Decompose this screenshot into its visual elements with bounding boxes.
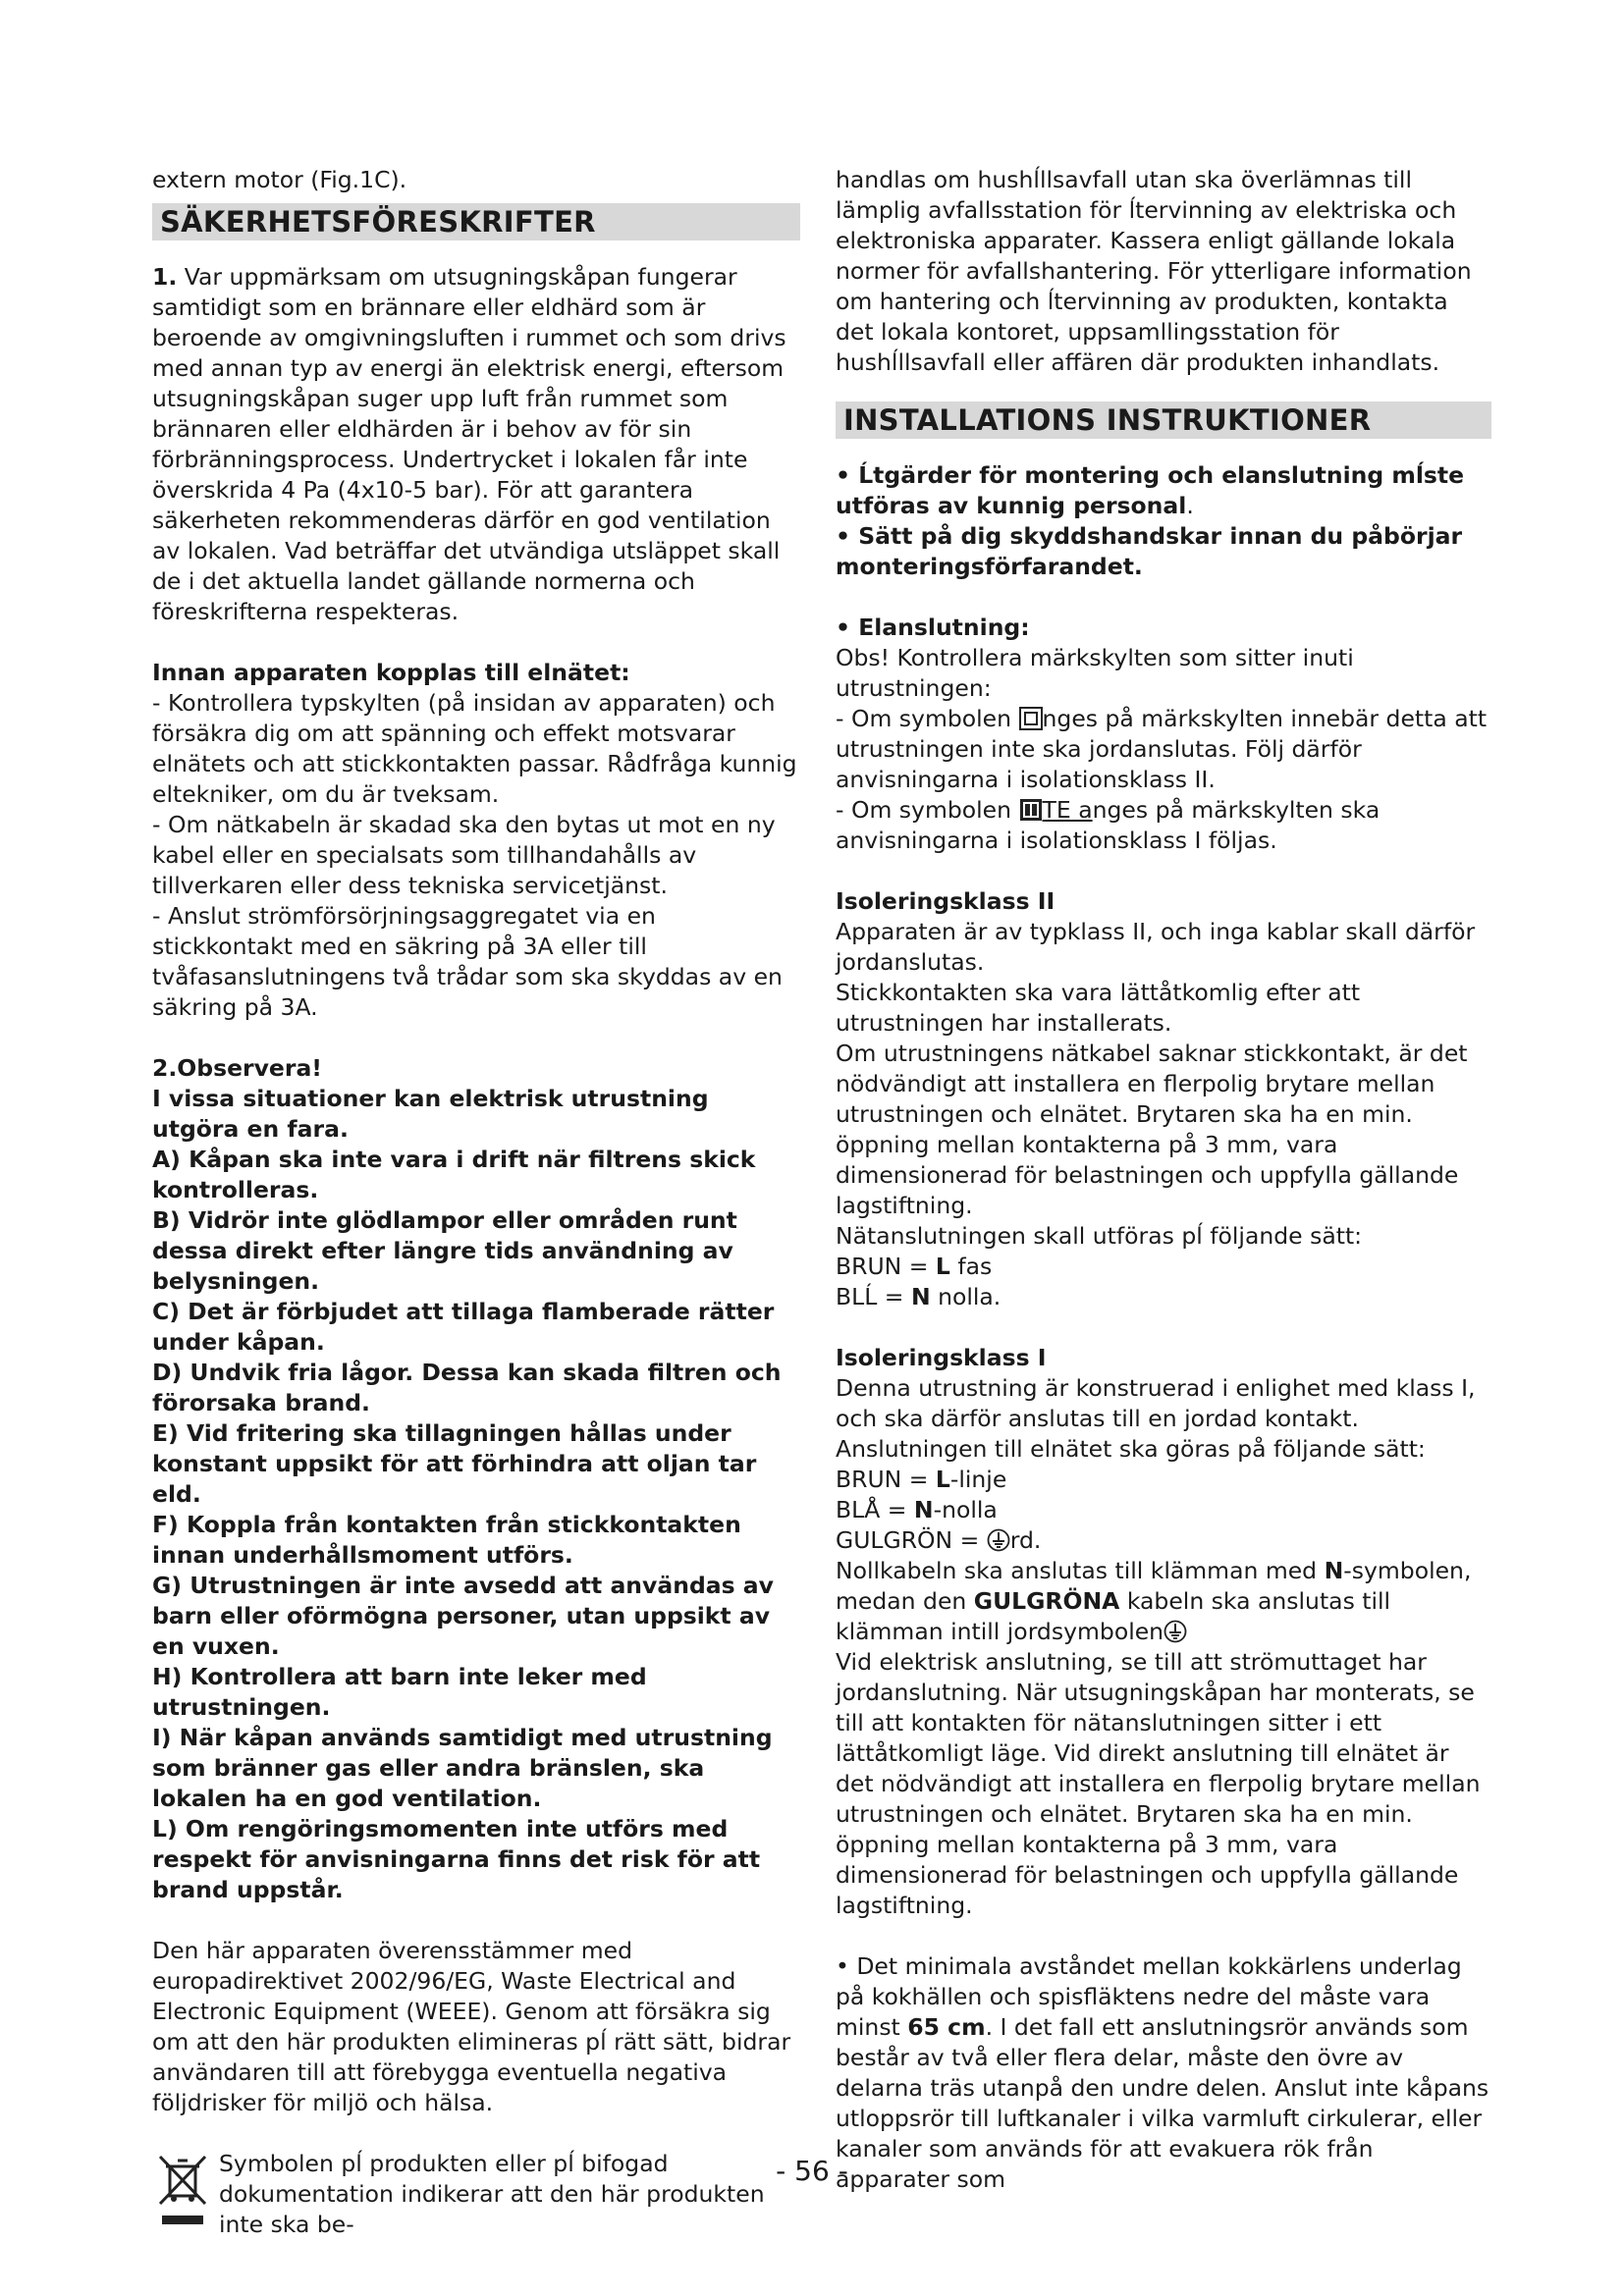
observe-item: H) Kontrollera att barn inte leker med utrustningen. [152, 1663, 647, 1721]
earth-ground-icon [987, 1528, 1010, 1552]
intro-text: extern motor (Fig.1C). [152, 166, 407, 193]
observe-intro: I vissa situationer kan elektrisk utrustning utgöra en fara. [152, 1085, 709, 1143]
class2-title: Isoleringsklass II [836, 887, 1056, 915]
installation-heading: INSTALLATIONS INSTRUKTIONER [836, 401, 1491, 439]
continued-text: handlas om hushĺllsavfall utan ska överlämnas till lämplig avfallsstation för ĺtervinning av elektriska och elektroniska apparater. Kassera enligt gällande lokala normer för avfallshantering. För ytterligare information om hantering och ĺtervinning av produkten, kontakta det lokala kontoret, uppsamllingsstation för hushĺllsavfall eller affären där produkten inhandlats. [836, 166, 1472, 376]
left-column [152, 165, 800, 2240]
direct-connection-paragraph: Vid elektrisk anslutning, se till att strömuttaget har jordanslutning. När utsugningskåpan har monterats, se till att kontakten för nätanslutningen sitter i ett lättåtkomligt läge. Vid direkt anslutning till elnätet är det nödvändigt att installera en flerpolig brytare mellan utrustningen och elnätet. Brytaren ska ha en min. öppning mellan kontakterna på 3 mm, vara dimensionerad för belastningen och uppfylla gällande lagstiftning. [836, 1648, 1481, 1919]
safety-heading: SÄKERHETSFÖRESKRIFTER [152, 203, 800, 240]
elanslutning-title: • Elanslutning: [836, 614, 1030, 641]
bla-line: BLĹ = N nolla. [836, 1283, 1001, 1310]
observe-title: 2.Observera! [152, 1054, 323, 1082]
safety-paragraph-1 [152, 262, 800, 627]
earth-ground-icon [1164, 1620, 1187, 1643]
class2-line: Stickkontakten ska vara lättåtkomlig efter att utrustningen har installerats. [836, 979, 1361, 1037]
connect-item: - Om nätkabeln är skadad ska den bytas ut mot en ny kabel eller en specialsats som tillhandahålls av tillverkaren eller dess tekniska servicetjänst. [152, 811, 776, 899]
c1-gulgron-line: GULGRÖN = rd. [836, 1526, 1042, 1554]
elanslutning-text: Obs! Kontrollera märkskylten som sitter inuti utrustningen: [836, 644, 1354, 702]
observe-item: L) Om rengöringsmomenten inte utförs med respekt för anvisningarna finns det risk för att brand uppstår. [152, 1815, 761, 1903]
paragraph-number: 1. [152, 263, 178, 291]
class1-symbol-icon [1019, 798, 1043, 822]
connect-title: Innan apparaten kopplas till elnätet: [152, 659, 630, 686]
observe-item: A) Kåpan ska inte vara i drift när filtrens skick kontrolleras. [152, 1146, 756, 1203]
brun-line: BRUN = L fas [836, 1253, 993, 1280]
connect-item: - Kontrollera typskylten (på insidan av apparaten) och försäkra dig om att spänning och effekt motsvarar elnätets och att stickkontakten passar. Rådfråga kunnig eltekniker, om du är tveksam. [152, 689, 797, 808]
bullet-personnel: • Ĺtgärder för montering och elanslutning mĺste utföras av kunnig personal. [836, 461, 1465, 519]
observe-item: I) När kåpan används samtidigt med utrustning som bränner gas eller andra bränslen, ska lokalen ha en god ventilation. [152, 1724, 773, 1812]
weee-paragraph: Den här apparaten överensstämmer med europadirektivet 2002/96/EG, Waste Electrical and Electronic Equipment (WEEE). Genom att försäkra sig om att den här produkten elimineras pĺ rätt sätt, bidrar användaren till att förebygga eventuella negativa följdrisker för miljö och hälsa. [152, 1937, 791, 2116]
observe-item: B) Vidrör inte glödlampor eller områden runt dessa direkt efter längre tids användning av belysningen. [152, 1206, 737, 1295]
class1-title: Isoleringsklass I [836, 1344, 1047, 1371]
bullet-gloves: • Sätt på dig skyddshandskar innan du påbörjar monteringsförfarandet. [836, 522, 1463, 580]
class2-line: Nätanslutningen skall utföras pĺ följande sätt: [836, 1222, 1363, 1250]
class2-line: Om utrustningens nätkabel saknar stickkontakt, är det nödvändigt att installera en flerpolig brytare mellan utrustningen och elnätet. Brytaren ska ha en min. öppning mellan kontakterna på 3 mm, vara dimensionerad för belastningen och uppfylla gällande lagstiftning. [836, 1040, 1468, 1219]
paragraph-text: Var uppmärksam om utsugningskåpan fungerar samtidigt som en brännare eller eldhärd som är beroende av omgivningsluften i rummet och som drivs med annan typ av energi än elektrisk energi, eftersom utsugningskåpan suger upp luft från rummet som brännaren eller eldhärden är i behov av för sin förbränningsprocess. Undertrycket i lokalen får inte överskrida 4 Pa (4x10-5 bar). För att garantera säkerheten rekommenderas därför en god ventilation av lokalen. Vad beträffar det utvändiga utsläppet skall de i det aktuella landet gällande normerna och föreskrifterna respekteras. [152, 263, 786, 625]
symbol-class1-line: - Om symbolen TE anges på märkskylten ska anvisningarna i isolationsklass I följas. [836, 796, 1380, 854]
class1-line: Anslutningen till elnätet ska göras på följande sätt: [836, 1435, 1426, 1463]
observe-item: F) Koppla från kontakten från stickkontakten innan underhållsmoment utförs. [152, 1511, 741, 1569]
class1-line: Denna utrustning är konstruerad i enlighet med klass I, och ska därför anslutas till en jordad kontakt. [836, 1374, 1476, 1432]
right-column [836, 165, 1491, 2195]
observe-item: G) Utrustningen är inte avsedd att användas av barn eller oförmögna personer, utan uppsikt av en vuxen. [152, 1572, 774, 1660]
page-number: - 56 - [776, 2155, 848, 2187]
c1-brun-line: BRUN = L-linje [836, 1466, 1007, 1493]
class2-line: Apparaten är av typklass II, och inga kablar skall därför jordanslutas. [836, 918, 1476, 976]
connect-item: - Anslut strömförsörjningsaggregatet via en stickkontakt med en säkring på 3A eller till tvåfasanslutningens två trådar som ska skyddas av en säkring på 3A. [152, 902, 783, 1021]
double-square-icon [1019, 707, 1043, 730]
observe-item: E) Vid fritering ska tillagningen hållas under konstant uppsikt för att förhindra att oljan tar eld. [152, 1419, 757, 1508]
c1-bla-line: BLÅ = N-nolla [836, 1496, 998, 1523]
symbol-text: Symbolen pĺ produkten eller pĺ bifogad dokumentation indikerar att den här produkten inte ska be- [219, 2150, 765, 2238]
observe-item: C) Det är förbjudet att tillaga flamberade rätter under kåpan. [152, 1298, 775, 1356]
observe-item: D) Undvik fria lågor. Dessa kan skada filtren och förorsaka brand. [152, 1359, 782, 1416]
symbol-class2-line: - Om symbolen nges på märkskylten innebär detta att utrustningen inte ska jordanslutas. Följ därför anvisningarna i isolationsklass II. [836, 705, 1488, 793]
nollkabel-paragraph: Nollkabeln ska anslutas till klämman med N-symbolen, medan den GULGRÖNA kabeln ska anslutas till klämman intill jordsymbolen [836, 1557, 1472, 1645]
distance-paragraph: • Det minimala avståndet mellan kokkärlens underlag på kokhällen och spisfläktens nedre del måste vara minst 65 cm. I det fall ett anslutningsrör används som består av två eller flera delar, måste den övre av delarna träs utanpå den undre delen. Anslut inte kåpans utloppsrör till luftkanaler i vilka varmluft cirkulerar, eller kanaler som används för att evakuera rök från apparater som [836, 1952, 1489, 2193]
